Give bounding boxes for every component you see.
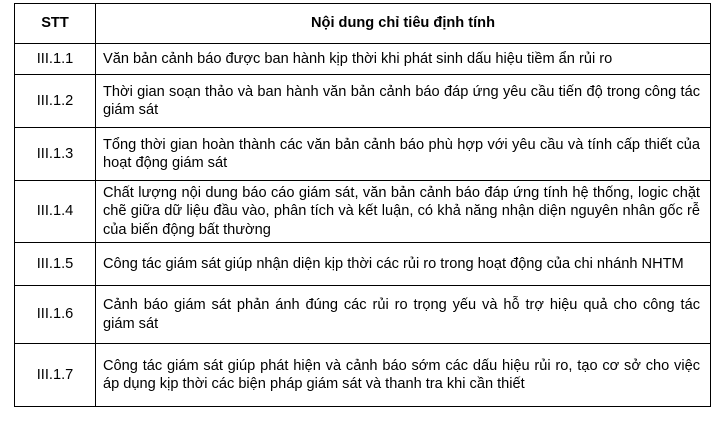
header-content: Nội dung chỉ tiêu định tính (96, 4, 711, 44)
header-stt: STT (15, 4, 96, 44)
table-row (15, 44, 711, 75)
criteria-table-container (14, 3, 711, 407)
row-content: Thời gian soạn thảo và ban hành văn bản cảnh báo đáp ứng yêu cầu tiến độ trong công tác giám sát (96, 75, 711, 128)
table-row (15, 181, 711, 243)
table-header-row (15, 4, 711, 44)
row-stt: III.1.2 (15, 75, 96, 128)
table-row (15, 243, 711, 286)
row-content: Tổng thời gian hoàn thành các văn bản cảnh báo phù hợp với yêu cầu và tính cấp thiết của hoạt động giám sát (96, 128, 711, 181)
row-content: Văn bản cảnh báo được ban hành kịp thời khi phát sinh dấu hiệu tiềm ẩn rủi ro (96, 44, 711, 75)
row-stt: III.1.4 (15, 181, 96, 243)
table-row (15, 128, 711, 181)
table-row (15, 344, 711, 407)
row-stt: III.1.3 (15, 128, 96, 181)
qualitative-criteria-table (14, 3, 711, 407)
table-row (15, 286, 711, 344)
row-content: Công tác giám sát giúp nhận diện kịp thời các rủi ro trong hoạt động của chi nhánh NHTM (96, 243, 711, 286)
row-stt: III.1.5 (15, 243, 96, 286)
row-content: Cảnh báo giám sát phản ánh đúng các rủi ro trọng yếu và hỗ trợ hiệu quả cho công tác giám sát (96, 286, 711, 344)
row-stt: III.1.7 (15, 344, 96, 407)
row-content: Chất lượng nội dung báo cáo giám sát, văn bản cảnh báo đáp ứng tính hệ thống, logic chặt chẽ giữa dữ liệu đầu vào, phân tích và kết luận, có khả năng nhận diện nguyên nhân gốc rễ của biến động bất thường (96, 181, 711, 243)
row-stt: III.1.6 (15, 286, 96, 344)
row-content: Công tác giám sát giúp phát hiện và cảnh báo sớm các dấu hiệu rủi ro, tạo cơ sở cho việc áp dụng kịp thời các biện pháp giám sát và thanh tra khi cần thiết (96, 344, 711, 407)
row-stt: III.1.1 (15, 44, 96, 75)
table-row (15, 75, 711, 128)
